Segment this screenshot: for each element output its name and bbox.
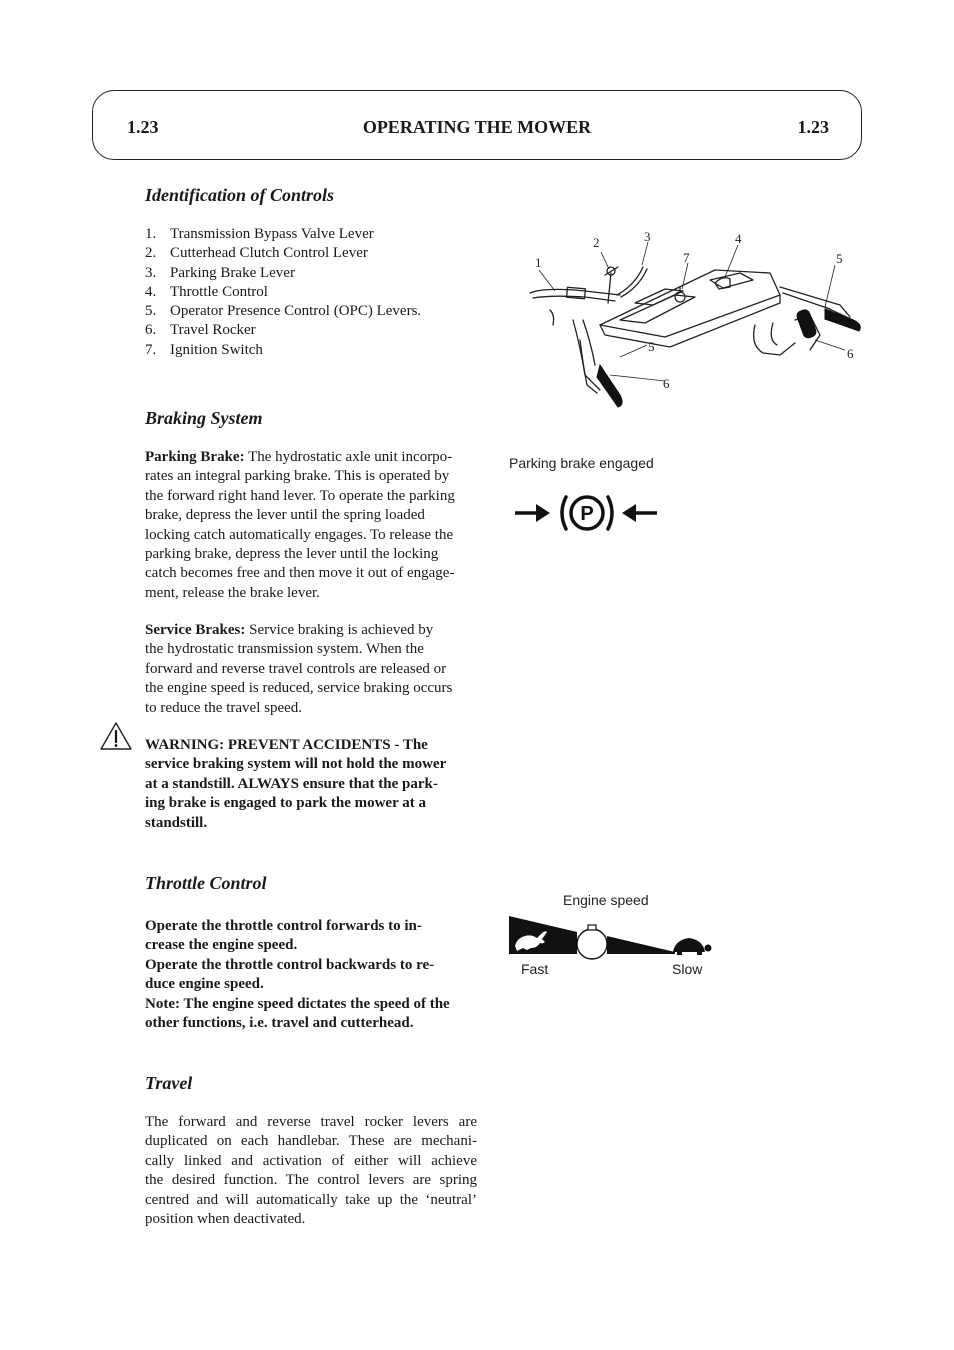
callout-5-right: 5 (836, 251, 843, 266)
service-brakes-paragraph: Service Brakes: Service braking is achieved by the hydrostatic transmission system. When the forward and reverse travel controls are released or the engine speed is reduced, service braking occurs to reduce the travel speed. (145, 622, 453, 716)
fast-label: Fast (521, 961, 549, 977)
page-title: OPERATING THE MOWER (362, 117, 592, 137)
service-brakes-label: Service Brakes: (145, 622, 246, 638)
engine-speed-symbol (507, 912, 713, 962)
callout-3: 3 (644, 229, 651, 244)
list-item: 7. Ignition Switch (145, 341, 263, 358)
section-number-left: 1.23 (127, 117, 159, 137)
controls-diagram (525, 225, 870, 415)
parking-brake-symbol (512, 485, 660, 541)
parking-letter: P (580, 503, 594, 525)
travel-heading: Travel (145, 1073, 193, 1093)
warning-paragraph: WARNING: PREVENT ACCIDENTS - The service braking system will not hold the mower at a standstill. ALWAYS ensure that the park- ing brake is engaged to park the mower at a standstill. (145, 737, 447, 831)
engine-speed-caption: Engine speed (563, 892, 649, 908)
parking-brake-paragraph: Parking Brake: The hydrostatic axle unit incorpo- rates an integral parking brake. This is operated by the forward right hand lever. To operate the parking brake, depress the lever until the spring loaded locking catch automatically engages. To release the parking brake, depress the lever until the locking catch becomes free and then move it out of engage- ment, release the brake lever. (145, 449, 455, 601)
section-header (92, 90, 862, 160)
section-number-right: 1.23 (797, 117, 829, 137)
list-item: 4. Throttle Control (145, 283, 268, 300)
parking-brake-caption: Parking brake engaged (509, 455, 654, 471)
list-item: 6. Travel Rocker (145, 322, 256, 339)
identification-heading: Identification of Controls (145, 185, 335, 205)
callout-6-left: 6 (663, 376, 670, 391)
list-item: 2. Cutterhead Clutch Control Lever (145, 245, 368, 262)
throttle-paragraph: Operate the throttle control forwards to in- crease the engine speed. Operate the throttle control backwards to re- duce engine speed. Note: The engine speed dictates the speed of the other functions, i.e. travel and cutterhead. (145, 918, 450, 1032)
callout-4: 4 (735, 231, 742, 246)
throttle-heading: Throttle Control (145, 873, 267, 893)
callout-2: 2 (593, 235, 600, 250)
braking-heading: Braking System (145, 408, 263, 428)
callout-6-right: 6 (847, 346, 854, 361)
list-item: 1. Transmission Bypass Valve Lever (145, 226, 374, 242)
list-item: 3. Parking Brake Lever (145, 264, 295, 281)
controls-list (145, 225, 421, 360)
parking-brake-label: Parking Brake: (145, 449, 245, 465)
callout-5-left: 5 (648, 339, 655, 354)
tortoise-icon (673, 938, 712, 955)
list-item: 5. Operator Presence Control (OPC) Levers. (145, 303, 422, 320)
callout-1: 1 (535, 255, 542, 270)
warning-icon (99, 721, 133, 751)
slow-label: Slow (672, 961, 703, 977)
travel-paragraph: The forward and reverse travel rocker levers are duplicated on each handlebar. These are mechani- cally linked and activation of either will achieve the desired function. The control levers are spring centred and will automatically take up the ‘neutral’ position when deactivated. (145, 1114, 477, 1228)
callout-7: 7 (683, 250, 690, 265)
